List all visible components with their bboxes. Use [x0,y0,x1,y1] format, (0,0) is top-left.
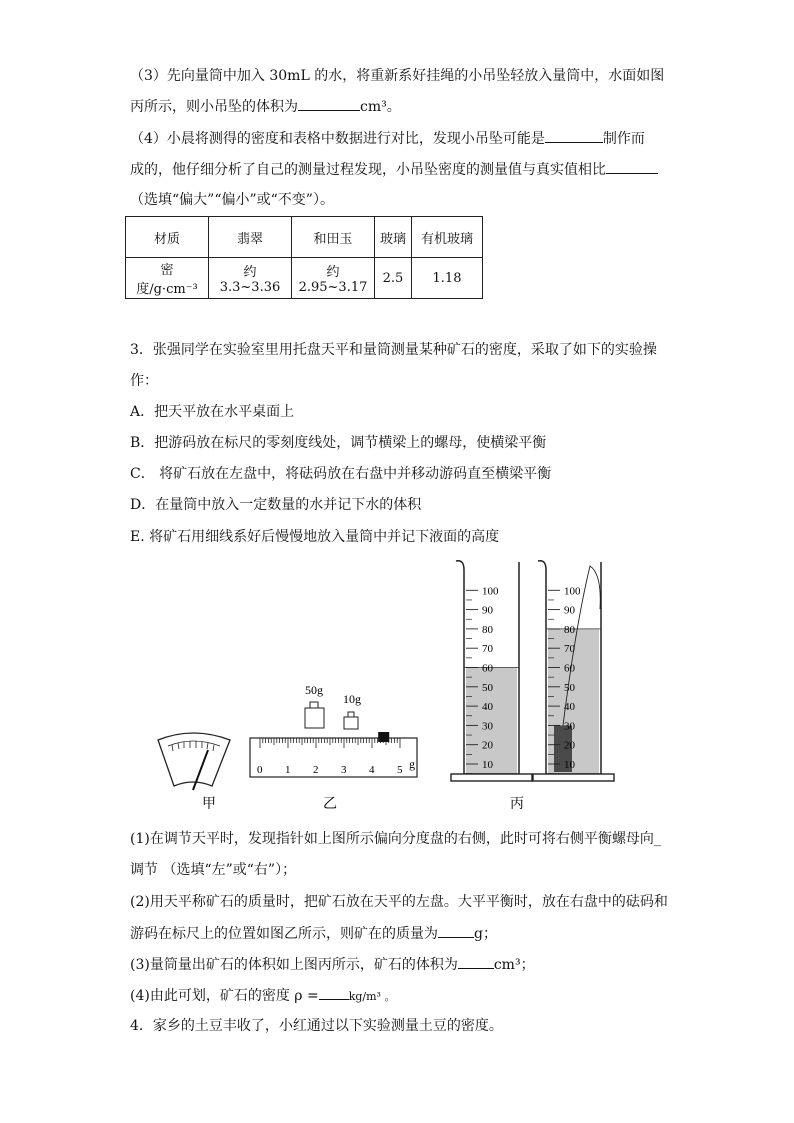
cylinder-tick-label: 40 [564,701,575,714]
q2-part4-line3: （选填“偏大”“偏小”或“不变”）。 [130,192,334,208]
figure-label-jia: 甲 [202,796,216,812]
cylinder-tick-label: 50 [564,681,575,694]
cylinder-tick-label: 100 [564,585,581,598]
q3-step-d: D．在量筒中放入一定数量的水并记下水的体积 [130,497,422,513]
cylinder-tick-label: 20 [564,739,575,752]
cylinder-base [533,774,614,781]
answer-blank-material[interactable] [545,128,603,143]
cylinder-tick-label: 90 [482,604,493,617]
q3-step-e: E. 将矿石用细线系好后慢慢地放入量筒中并记下液面的高度 [130,529,500,545]
density-table [125,216,483,299]
answer-blank-compare[interactable] [606,159,658,174]
table-header-cell: 有机玻璃 [412,217,483,258]
table-cell: 约 3.3~3.36 [209,258,292,299]
table-cell: 2.5 [375,258,412,299]
figure-label-bing: 丙 [510,796,524,812]
q4-intro: 4．家乡的土豆丰收了，小红通过以下实验测量土豆的密度。 [130,1018,503,1034]
ruler-unit-label: g [409,757,415,771]
q3-sub3-unit: cm³； [493,957,535,973]
weight-50g [305,702,324,728]
q3-sub1-line2: 调节 （选填“左”或“右”）； [130,862,297,878]
cylinder-tick-label: 30 [564,720,575,733]
cylinder-water-only [451,561,532,781]
table-cell: 1.18 [412,258,483,299]
ruler-tick-label: 4 [369,764,375,776]
cylinder-tick-label: 10 [482,759,493,771]
q3-sub4-text: (4)由此可划，矿石的密度 ρ = [130,988,319,1004]
table-header-row [126,217,483,258]
ruler-tick-label: 2 [313,764,319,776]
cylinder-tick-label: 20 [482,739,493,752]
cylinder-tick-label: 30 [482,720,493,733]
q2-part3-line1: （3）先向量筒中加入 30mL 的水，将重新系好挂绳的小吊坠轻放入量筒中，水面如图 [130,68,665,84]
q2-part4-text: （4）小晨将测得的密度和表格中数据进行对比，发现小吊坠可能是 [130,131,545,147]
cylinder-tick-label: 80 [564,623,575,636]
table-cell: 约 2.95~3.17 [292,258,375,299]
rider-marker [378,732,389,742]
cylinder-tick-label: 80 [482,623,493,636]
q2-part3-unit: cm³。 [360,99,401,115]
q3-intro-line2: 作： [130,373,158,389]
weight-50g-label: 50g [305,683,323,697]
table-header-cell: 材质 [126,217,209,258]
figure-label-yi: 乙 [323,796,337,812]
ruler-tick-label: 3 [341,764,347,776]
answer-blank-stone-volume[interactable] [458,954,494,969]
ruler-tick-label: 1 [285,764,291,776]
q3-sub4-unit: kg/m³ 。 [348,990,396,1003]
q3-sub2-line1: (2)用天平称矿石的质量时，把矿石放在天平的左盘。大平平衡时，放在右盘中的砝码和 [130,894,668,910]
table-header-cell: 和田玉 [292,217,375,258]
ruler-body [250,738,417,777]
table-row-label: 密度/g·cm⁻³ [126,258,209,299]
q3-sub1-line1: (1)在调节天平时，发现指针如上图所示偏向分度盘的右侧，此时可将右侧平衡螺母向_ [130,831,661,847]
q2-part4-line2 [130,159,658,180]
cylinder-tick-label: 60 [482,662,493,675]
q3-sub3 [130,954,535,975]
q2-part4-text-end: 制作而 [602,131,645,147]
cylinder-tick-label: 60 [564,662,575,675]
q3-sub2-text: 游码在标尺上的位置如图乙所示，则矿在的质量为 [130,926,438,942]
balance-dial-figure [158,733,230,790]
q3-sub2-line2 [130,923,497,944]
q3-sub2-unit: g； [474,926,497,942]
weight-10g-label: 10g [343,692,361,706]
cylinder-with-stone [533,561,614,781]
weight-10g [344,712,358,729]
answer-blank-density[interactable] [319,985,349,1000]
q2-part3-text: 丙所示，则小吊坠的体积为 [130,99,298,115]
cylinder-tick-label: 70 [482,643,493,656]
cylinder-tick-label: 100 [482,585,499,598]
experiment-figure [0,550,794,820]
q3-sub3-text: (3)量筒量出矿石的体积如上图丙所示，矿石的体积为 [130,957,458,973]
cylinder-tick-label: 90 [564,604,575,617]
ruler-tick-label: 0 [257,764,263,776]
q3-step-a: A．把天平放在水平桌面上 [130,404,295,420]
q3-step-c: C． 将矿石放在左盘中，将砝码放在右盘中并移动游码直至横梁平衡 [130,466,552,482]
table-header-cell: 翡翠 [209,217,292,258]
rider-ruler [250,732,417,777]
cylinder-tick-label: 70 [564,643,575,656]
table-header-cell: 玻璃 [375,217,412,258]
q3-intro-line1: 3．张强同学在实验室里用托盘天平和量筒测量某种矿石的密度，采取了如下的实验操 [130,342,657,358]
cylinder-tick-label: 50 [482,681,493,694]
q2-part4-text2: 成的，他仔细分析了自己的测量过程发现，小吊坠密度的测量值与真实值相比 [130,162,606,178]
cylinder-base [451,774,532,781]
q2-part4-line1 [130,128,645,149]
answer-blank-mass[interactable] [438,923,474,938]
cylinder-tick-label: 10 [564,759,575,771]
q2-part3-line2 [130,96,401,117]
answer-blank-volume[interactable] [298,96,360,111]
q3-sub4 [130,985,395,1007]
cylinder-tick-label: 40 [482,701,493,714]
table-row [126,258,483,299]
q3-step-b: B．把游码放在标尺的零刻度线处，调节横梁上的螺母，使横梁平衡 [130,435,547,451]
ruler-tick-label: 5 [397,764,403,776]
